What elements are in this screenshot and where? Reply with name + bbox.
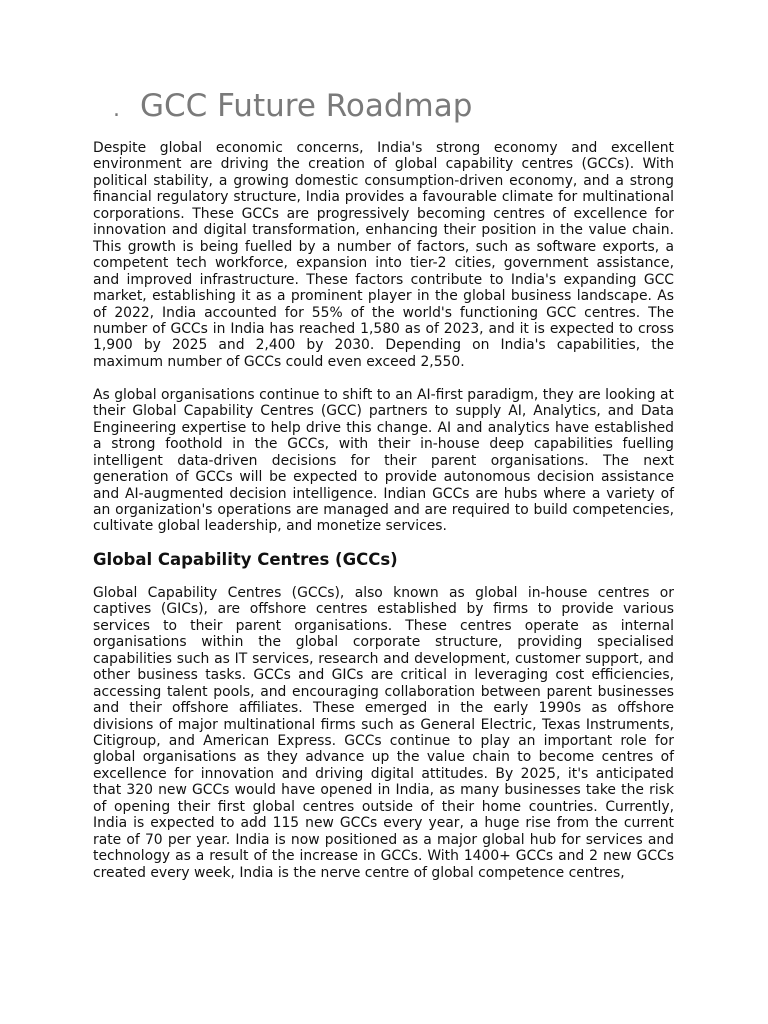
- section-heading: Global Capability Centres (GCCs): [93, 549, 398, 569]
- page-title: GCC Future Roadmap: [140, 88, 473, 124]
- paragraph-intro: Despite global economic concerns, India's strong economy and excellent environment are driving the creation of global capability centres (GCCs). With political stability, a growing domestic consumption-driven economy, and a strong financial regulatory structure, India provides a favourable climate for multinational corporations. These GCCs are progressively becoming centres of excellence for innovation and digital transformation, enhancing their position in the value chain. This growth is being fuelled by a number of factors, such as software exports, a competent tech workforce, expansion into tier-2 cities, government assistance, and improved infrastructure. These factors contribute to India's expanding GCC market, establishing it as a prominent player in the global business landscape. As of 2022, India accounted for 55% of the world's functioning GCC centres. The number of GCCs in India has reached 1,580 as of 2023, and it is expected to cross 1,900 by 2025 and 2,400 by 2030. Depending on India's capabilities, the maximum number of GCCs could even exceed 2,550.: [93, 140, 674, 370]
- paragraph-ai-first: As global organisations continue to shift to an AI-first paradigm, they are looking at their Global Capability Centres (GCC) partners to supply AI, Analytics, and Data Engineering expertise to help drive this change. AI and analytics have established a strong foothold in the GCCs, with their in-house deep capabilities fuelling intelligent data-driven decisions for their parent organisations. The next generation of GCCs will be expected to provide autonomous decision assistance and AI-augmented decision intelligence. Indian GCCs are hubs where a variety of an organization's operations are managed and are required to build competencies, cultivate global leadership, and monetize services.: [93, 386, 674, 535]
- paragraph-gcc-definition: Global Capability Centres (GCCs), also known as global in-house centres or captives (GICs), are offshore centres established by firms to provide various services to their parent organisations. These centres operate as internal organisations within the global corporate structure, providing specialised capabilities such as IT services, research and development, customer support, and other business tasks. GCCs and GICs are critical in leveraging cost efficiencies, accessing talent pools, and encouraging collaboration between parent businesses and their offshore affiliates. These emerged in the early 1990s as offshore divisions of major multinational firms such as General Electric, Texas Instruments, Citigroup, and American Express. GCCs continue to play an important role for global organisations as they advance up the value chain to become centres of excellence for innovation and driving digital attitudes. By 2025, it's anticipated that 320 new GCCs would have opened in India, as many businesses take the risk of opening their first global centres outside of their home countries. Currently, India is expected to add 115 new GCCs every year, a huge rise from the current rate of 70 per year. India is now positioned as a major global hub for services and technology as a result of the increase in GCCs. With 1400+ GCCs and 2 new GCCs created every week, India is the nerve centre of global competence centres,: [93, 584, 674, 881]
- title-row: [113, 84, 472, 128]
- document-body: [93, 140, 674, 881]
- title-bullet: .: [113, 97, 120, 122]
